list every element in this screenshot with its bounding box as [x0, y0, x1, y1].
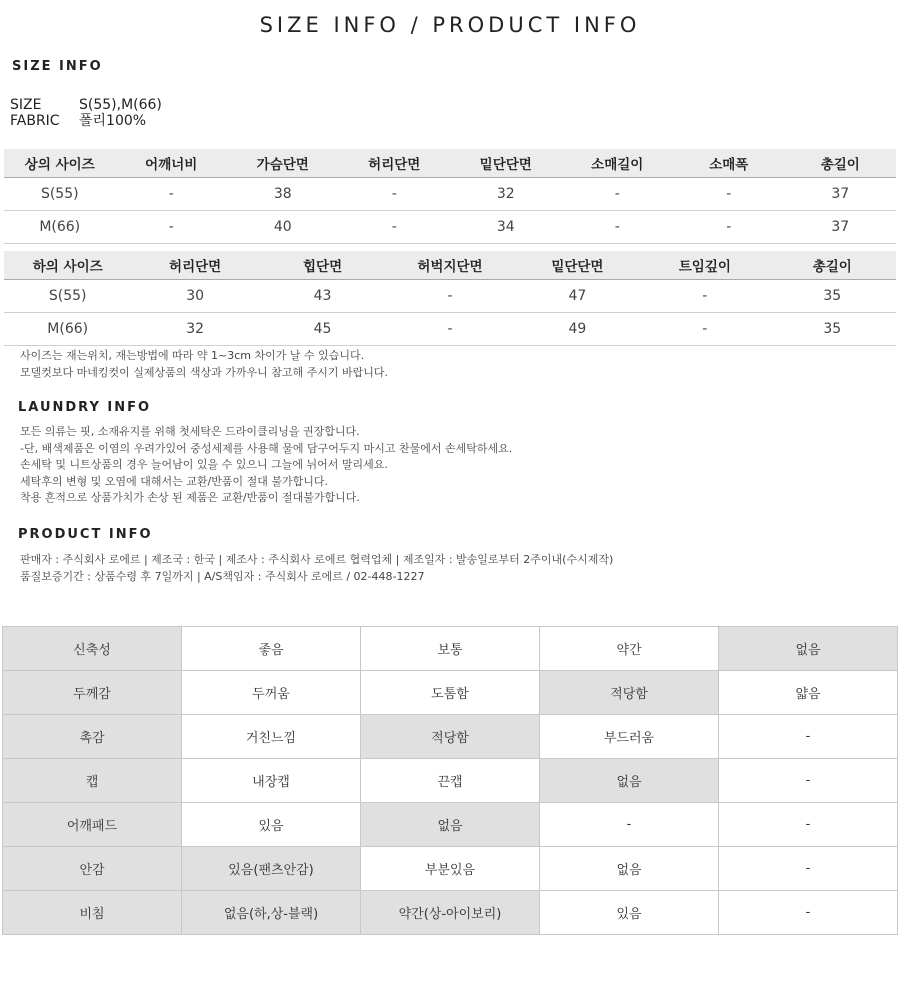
table-cell: 47: [514, 280, 641, 313]
attribute-option: 없음: [361, 803, 540, 847]
size-label: SIZE: [10, 97, 42, 113]
table-header-cell: 소매길이: [562, 149, 674, 178]
table-cell: -: [562, 211, 674, 244]
attribute-option: 내장캡: [182, 759, 361, 803]
table-cell: 38: [227, 178, 339, 211]
attribute-option: 있음(팬츠안감): [182, 847, 361, 891]
table-cell: -: [386, 313, 513, 346]
note-line: 품질보증기간 : 상품수령 후 7일까지 | A/S책임자 : 주식회사 로에르 / 02-448-1227: [20, 569, 425, 583]
table-row: [3, 847, 898, 891]
product-notes: [20, 552, 613, 585]
table-row: [4, 211, 896, 244]
attribute-option: 거친느낌: [182, 715, 361, 759]
table-cell: -: [116, 211, 228, 244]
size-row: [10, 97, 162, 114]
table-row: [3, 759, 898, 803]
attribute-table: [2, 626, 898, 935]
bottom-size-table: [4, 251, 896, 346]
attribute-option: 없음: [540, 847, 719, 891]
note-line: 판매자 : 주식회사 로에르 | 제조국 : 한국 | 제조사 : 주식회사 로에르 협력업체 | 제조일자 : 발송일로부터 2주이내(수시제작): [20, 553, 614, 566]
table-cell: -: [386, 280, 513, 313]
attribute-option: 있음: [540, 891, 719, 935]
table-cell: 32: [450, 178, 562, 211]
table-cell: 49: [514, 313, 641, 346]
attribute-option: 없음: [719, 627, 898, 671]
attribute-option: 도톰함: [361, 671, 540, 715]
page-title: SIZE INFO / PRODUCT INFO: [259, 13, 641, 37]
table-header-cell: 밑단단면: [450, 149, 562, 178]
table-cell: -: [641, 280, 768, 313]
attribute-option: 보통: [361, 627, 540, 671]
note-line: 모든 의류는 핏, 소재유지를 위해 첫세탁은 드라이클리닝을 권장합니다.: [20, 425, 360, 438]
note-line: -단, 배색제품은 이염의 우려가있어 중성세제를 사용해 물에 담구어두지 마시고 찬물에서 손세탁하세요.: [20, 441, 513, 455]
attribute-option: -: [540, 803, 719, 847]
attribute-option: -: [719, 803, 898, 847]
table-cell: 43: [259, 280, 386, 313]
top-size-table: [4, 149, 896, 244]
size-info-heading: SIZE INFO: [12, 59, 103, 74]
note-line: 사이즈는 재는위치, 재는방법에 따라 약 1~3cm 차이가 날 수 있습니다.: [20, 349, 365, 362]
table-cell: M(66): [4, 211, 116, 244]
note-line: 손세탁 및 니트상품의 경우 늘어남이 있을 수 있으니 그늘에 뉘어서 말리세요.: [20, 458, 388, 471]
table-cell: 30: [131, 280, 258, 313]
table-header-row: [4, 251, 896, 280]
table-cell: -: [673, 178, 785, 211]
attribute-option: -: [719, 891, 898, 935]
table-row: [4, 313, 896, 346]
attribute-option: 부드러움: [540, 715, 719, 759]
table-row: [3, 891, 898, 935]
table-cell: -: [116, 178, 228, 211]
attribute-option: 부분있음: [361, 847, 540, 891]
attribute-option: -: [719, 847, 898, 891]
size-notes: [20, 348, 388, 381]
table-cell: 35: [769, 280, 896, 313]
table-header-cell: 트임깊이: [641, 251, 768, 280]
table-cell: 34: [450, 211, 562, 244]
attribute-option: 얇음: [719, 671, 898, 715]
table-cell: -: [562, 178, 674, 211]
attribute-option: 없음(하,상-블랙): [182, 891, 361, 935]
attribute-label: 비침: [3, 891, 182, 935]
table-header-cell: 어깨너비: [116, 149, 228, 178]
laundry-info-heading: LAUNDRY INFO: [18, 400, 152, 415]
attribute-option: 약간: [540, 627, 719, 671]
table-header-cell: 하의 사이즈: [4, 251, 131, 280]
table-cell: -: [641, 313, 768, 346]
table-header-cell: 총길이: [769, 251, 896, 280]
table-cell: -: [673, 211, 785, 244]
attribute-label: 신축성: [3, 627, 182, 671]
table-header-cell: 가슴단면: [227, 149, 339, 178]
fabric-row: [10, 113, 146, 130]
note-line: 세탁후의 변형 및 오염에 대해서는 교환/반품이 절대 불가합니다.: [20, 474, 328, 488]
table-cell: 37: [785, 211, 897, 244]
attribute-option: 끈캡: [361, 759, 540, 803]
table-row: [3, 627, 898, 671]
attribute-label: 두께감: [3, 671, 182, 715]
attribute-label: 촉감: [3, 715, 182, 759]
attribute-label: 어깨패드: [3, 803, 182, 847]
attribute-option: 약간(상-아이보리): [361, 891, 540, 935]
table-row: [3, 803, 898, 847]
note-line: 모델컷보다 마네킹컷이 실제상품의 색상과 가까우니 참고해 주시기 바랍니다.: [20, 365, 389, 379]
attribute-option: 적당함: [361, 715, 540, 759]
table-header-cell: 힙단면: [259, 251, 386, 280]
product-info-heading: PRODUCT INFO: [18, 527, 153, 542]
table-header-row: [4, 149, 896, 178]
table-cell: 35: [769, 313, 896, 346]
fabric-label: FABRIC: [10, 113, 60, 129]
table-cell: 45: [259, 313, 386, 346]
attribute-option: 없음: [540, 759, 719, 803]
table-cell: -: [339, 178, 451, 211]
table-cell: S(55): [4, 178, 116, 211]
attribute-option: 두꺼움: [182, 671, 361, 715]
table-cell: M(66): [4, 313, 131, 346]
table-cell: 37: [785, 178, 897, 211]
table-row: [4, 178, 896, 211]
table-cell: 32: [131, 313, 258, 346]
table-row: [4, 280, 896, 313]
table-header-cell: 허리단면: [339, 149, 451, 178]
table-header-cell: 소매폭: [673, 149, 785, 178]
table-row: [3, 671, 898, 715]
attribute-label: 안감: [3, 847, 182, 891]
table-cell: 40: [227, 211, 339, 244]
table-header-cell: 허리단면: [131, 251, 258, 280]
size-value: S(55),M(66): [79, 97, 162, 113]
attribute-label: 캡: [3, 759, 182, 803]
table-cell: S(55): [4, 280, 131, 313]
attribute-option: -: [719, 715, 898, 759]
table-header-cell: 밑단단면: [514, 251, 641, 280]
attribute-option: -: [719, 759, 898, 803]
attribute-option: 있음: [182, 803, 361, 847]
note-line: 착용 흔적으로 상품가치가 손상 된 제품은 교환/반품이 절대불가합니다.: [20, 491, 360, 504]
table-row: [3, 715, 898, 759]
laundry-notes: [20, 424, 512, 507]
table-header-cell: 총길이: [785, 149, 897, 178]
table-cell: -: [339, 211, 451, 244]
attribute-option: 좋음: [182, 627, 361, 671]
table-header-cell: 상의 사이즈: [4, 149, 116, 178]
table-header-cell: 허벅지단면: [386, 251, 513, 280]
attribute-option: 적당함: [540, 671, 719, 715]
fabric-value: 폴리100%: [79, 113, 147, 129]
